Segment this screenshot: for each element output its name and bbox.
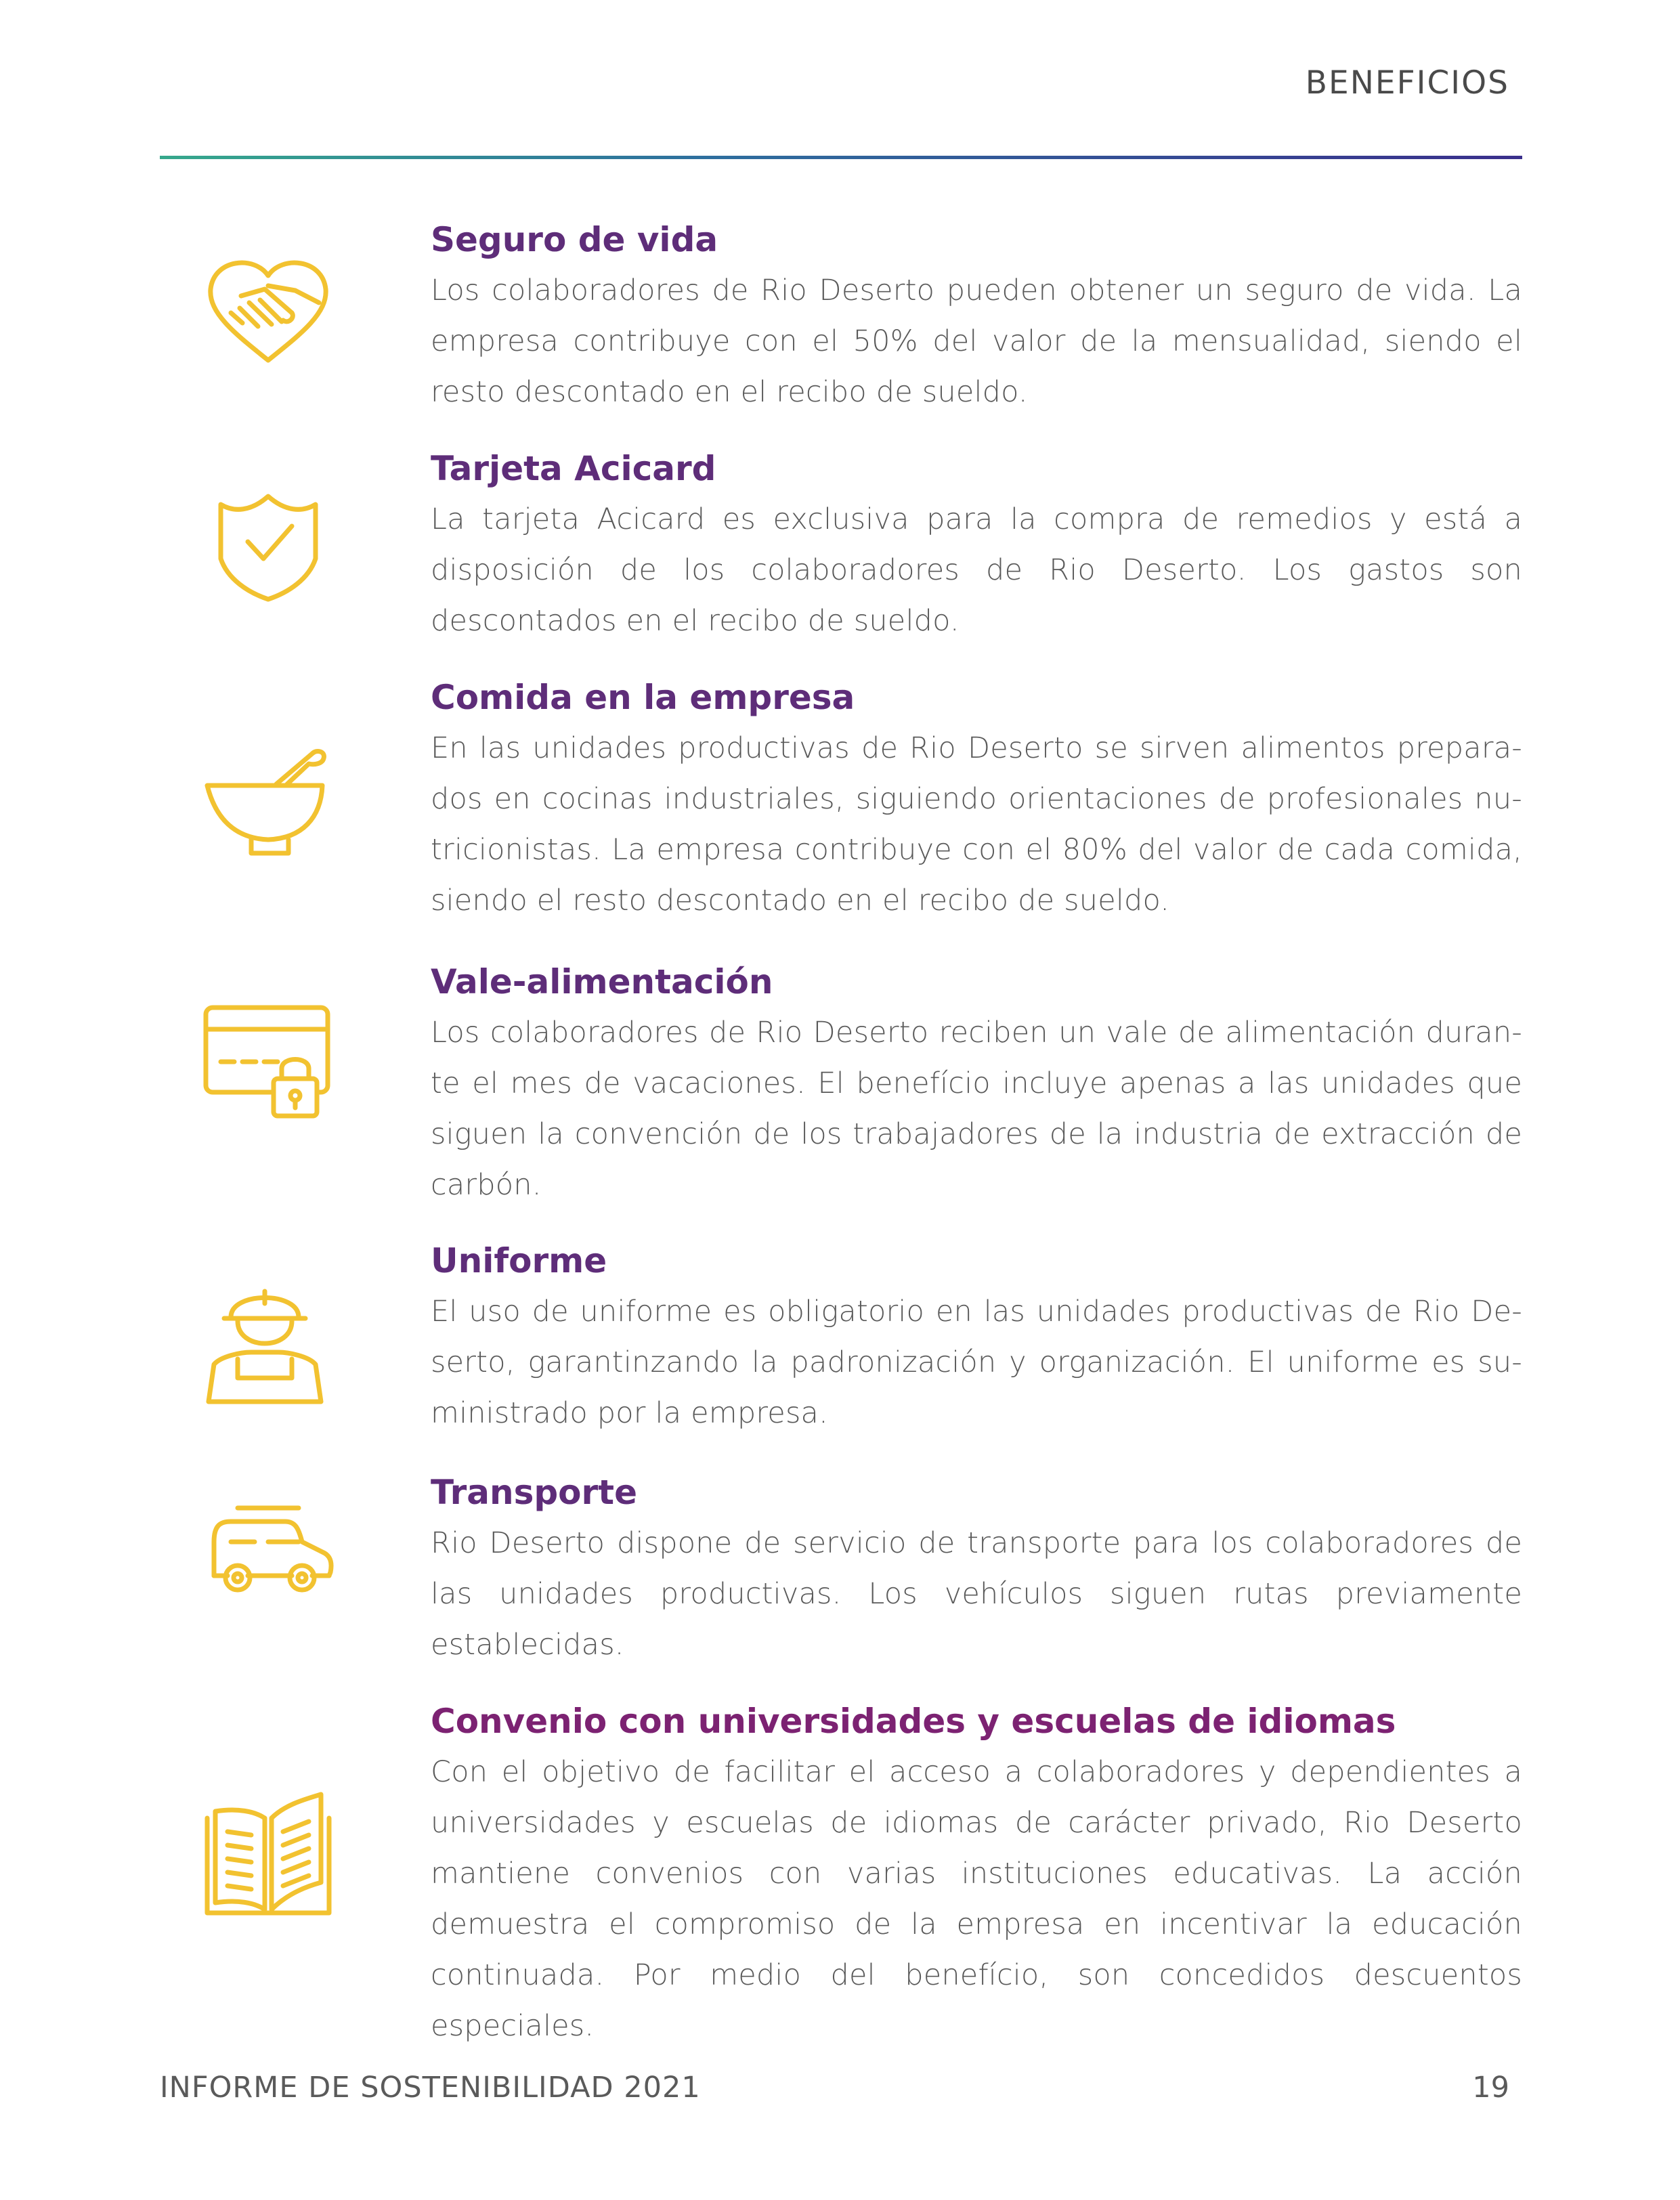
header-divider: [160, 156, 1522, 159]
benefit-description: En las unidades productivas de Rio Deserto se sirven alimentos prepara-dos en cocinas industriales, siguiendo orientaciones de profesionales nu-tricionistas. La empresa contribuye con el 80% del valor de cada comida, siendo el resto descontado en el recibo de sueldo.: [431, 731, 1522, 918]
benefit-title: Seguro de vida: [431, 220, 718, 259]
benefit-title: Transporte: [431, 1473, 637, 1512]
benefit-description: Los colaboradores de Rio Deserto reciben un vale de alimentación duran-te el mes de vacaciones. El benefício incluye apenas a las unidades que siguen la convención de los trabajadores de la industria de extracción de carbón.: [431, 1016, 1522, 1202]
benefit-title: Tarjeta Acicard: [431, 449, 716, 488]
mortar-pestle-icon: [200, 737, 336, 872]
benefit-title: Comida en la empresa: [431, 678, 855, 717]
benefit-description: La tarjeta Acicard es exclusiva para la compra de remedios y está a disposición de los colaboradores de Rio Deserto. Los gastos son descontados en el recibo de sueldo.: [431, 502, 1522, 638]
section-title: BENEFICIOS: [1305, 64, 1509, 102]
benefit-description: Los colaboradores de Rio Deserto pueden obtener un seguro de vida. La empresa contribuye con el 50% del valor de la mensualidad, siendo el resto descontado en el recibo de sueldo.: [431, 274, 1522, 409]
handshake-heart-icon: [200, 249, 336, 384]
car-icon: [200, 1498, 336, 1633]
benefit-description: Con el objetivo de facilitar el acceso a colaboradores y dependientes a universidades y escuelas de idiomas de carácter privado, Rio Deserto mantiene convenios con varias instituciones educativas. La acción demuestra el compromiso de la empresa en incentivar la educación continuada. Por medio del benefício, son concedidos descuentos especiales.: [431, 1755, 1522, 2043]
benefit-title: Convenio con universidades y escuelas de idiomas: [431, 1702, 1396, 1741]
page-number: 19: [1472, 2071, 1509, 2105]
worker-helmet-icon: [200, 1276, 336, 1412]
report-title: INFORME DE SOSTENIBILIDAD 2021: [160, 2071, 701, 2105]
open-book-icon: [200, 1791, 336, 1926]
benefit-title: Uniforme: [431, 1241, 607, 1280]
benefit-title: Vale-alimentación: [431, 962, 773, 1001]
shield-check-icon: [200, 477, 336, 613]
benefit-description: Rio Deserto dispone de servicio de transporte para los colaboradores de las unidades productivas. Los vehículos siguen rutas previamente establecidas.: [431, 1526, 1522, 1662]
benefit-description: El uso de uniforme es obligatorio en las unidades productivas de Rio De-serto, garantinzando la padronización y organización. El uniforme es su-ministrado por la empresa.: [431, 1295, 1522, 1430]
card-lock-icon: [200, 994, 336, 1129]
